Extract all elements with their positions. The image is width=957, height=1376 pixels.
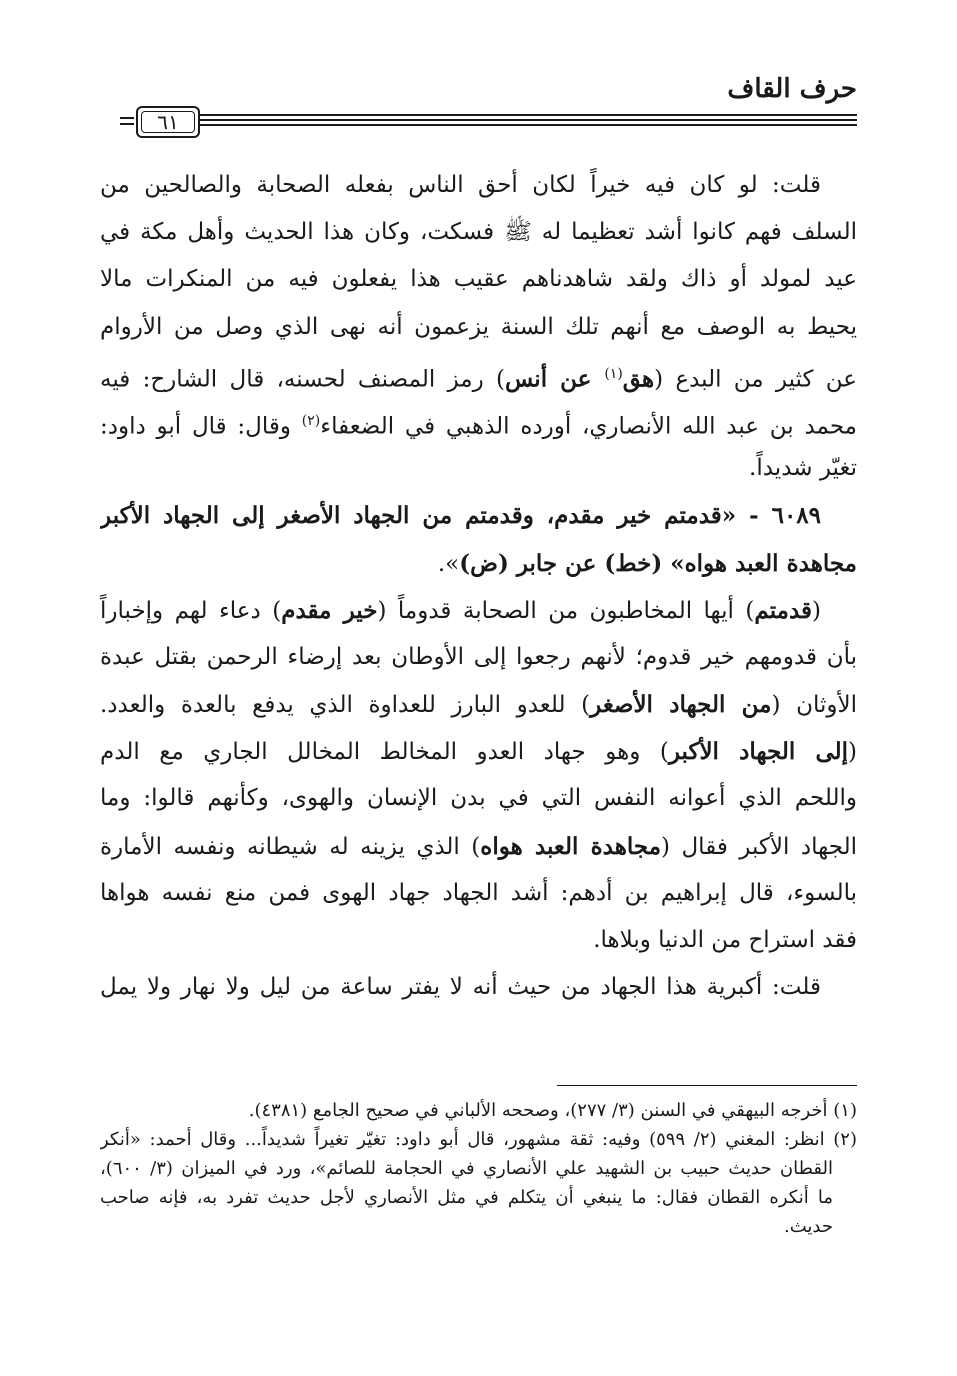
quoted-term: إلى الجهاد الأكبر	[668, 738, 849, 766]
text-line	[100, 209, 857, 256]
line-text: محمد بن عبد الله الأنصاري، أورده الذهبي في الضعفاء	[320, 413, 857, 440]
text-line	[100, 917, 857, 964]
footnote-2-line: القطان حديث حبيب بن الشهيد علي الأنصاري في الحجامة للصائم»، ورد في الميزان (٣/ ٦٠٠)،	[100, 1158, 833, 1179]
footnote-2: (٢) انظر: المغني (٢/ ٥٩٩) وفيه: ثقة مشهور، قال أبو داود: تغيّر تغيراً شديداً... وقال أحمد: «أنكر	[100, 1129, 857, 1150]
text-line	[100, 398, 857, 445]
line-text: عن كثير من البدع (	[654, 366, 857, 393]
text-line	[100, 445, 857, 492]
line-text: ) للعدو البارز للعداوة الذي يدفع بالعدة والعدد.	[100, 692, 591, 719]
line-text: (	[848, 739, 857, 766]
footnote-ref-2[interactable]: (٢)	[301, 412, 321, 429]
footnote-separator	[557, 1085, 857, 1086]
line-text: ) وهو جهاد العدو المخالط المخالل الجاري مع الدم	[100, 739, 669, 766]
footnote-ref-1[interactable]: (١)	[604, 365, 623, 382]
footnote-2-line: ما أنكره القطان فقال: ما ينبغي أن يتكلم في مثل الأنصاري لأجل حديث تفرد به، فإنه صاحب	[100, 1187, 833, 1208]
hadith-line	[100, 540, 857, 587]
line-text: فقد استراح من الدنيا وبلاها.	[593, 927, 857, 953]
line-text: الجهاد الأكبر فقال (	[661, 833, 857, 860]
hadith-text: مجاهدة العبد هواه»	[670, 549, 857, 577]
text-line	[100, 587, 857, 634]
quoted-term: مجاهدة العبد هواه	[480, 832, 662, 860]
source-code: هق	[622, 365, 655, 393]
quoted-term: قدمتم	[754, 596, 813, 624]
line-text: بأن قدومهم خير قدوم؛ لأنهم رجعوا إلى الأوطان بعد إرضاء الرحمن بقتل عبدة	[100, 643, 857, 670]
line-text: قلت: أكبرية هذا الجهاد من حيث أنه لا يفتر ساعة من ليل ولا نهار ولا يمل	[100, 974, 821, 1001]
line-text: ) أيها المخاطبون من الصحابة قدوماً (	[377, 597, 755, 624]
text-line	[100, 351, 857, 398]
line-text: ) دعاء لهم وإخباراً	[100, 597, 282, 624]
running-title: حرف القاف	[727, 74, 857, 104]
hadith-source: (خط) عن جابر (ض)	[459, 549, 671, 577]
line-text: قلت: لو كان فيه خيراً لكان أحق الناس بفعله الصحابة والصالحين من	[100, 172, 821, 198]
footnote-1: (١) أخرجه البيهقي في السنن (٣/ ٢٧٧)، وصححه الألباني في صحيح الجامع (٤٣٨١).	[248, 1100, 857, 1121]
line-text: واللحم الذي أعوانه النفس التي في بدن الإنسان والهوى، وكأنهم قالوا: وما	[100, 785, 857, 812]
text-line	[100, 870, 857, 917]
line-text: بالسوء، قال إبراهيم بن أدهم: أشد الجهاد جهاد الهوى فمن منع نفسه هواها	[100, 879, 857, 906]
hadith-text: «قدمتم خير مقدم، وقدمتم من الجهاد الأصغر إلى الجهاد الأكبر	[100, 502, 737, 530]
text-line	[100, 162, 857, 209]
text-line	[100, 634, 857, 681]
text-line	[100, 681, 857, 728]
line-text: تغيّر شديداً.	[749, 455, 857, 482]
line-text: وقال: قال أبو داود:	[100, 413, 302, 440]
quoted-term: من الجهاد الأصغر	[590, 691, 772, 719]
text-line	[100, 964, 857, 1011]
text-line	[100, 775, 857, 822]
hadith-number: ٦٠٨٩ -	[736, 502, 822, 530]
page-number: ٦١	[141, 111, 195, 133]
text-line	[100, 256, 857, 303]
line-text: (	[812, 597, 822, 624]
header-rule	[200, 114, 857, 128]
text-line	[100, 728, 857, 775]
line-text: السلف فهم كانوا أشد تعظيما له ﷺ فسكت، وكان هذا الحديث وأهل مكة في	[100, 219, 857, 246]
footnote-2-line: حديث.	[784, 1216, 833, 1237]
hadith-line	[100, 492, 857, 539]
page-number-ornament	[120, 117, 134, 127]
line-text: الأوثان (	[771, 692, 857, 719]
footnotes	[100, 1096, 857, 1241]
line-text: ) رمز المصنف لحسنه، قال الشارح: فيه	[100, 366, 505, 393]
quoted-term: خير مقدم	[281, 596, 378, 624]
line-text: عيد لمولد أو ذاك ولقد شاهدناهم عقيب هذا يفعلون فيه من المنكرات مالا	[100, 266, 857, 293]
narrator: عن أنس	[504, 365, 605, 393]
line-text: ) الذي يزينه له شيطانه ونفسه الأمارة	[100, 833, 481, 860]
text-line	[100, 304, 857, 351]
line-text: يحيط به الوصف مع أنهم تلك السنة يزعمون أنه نهى الذي وصل من الأروام	[100, 313, 857, 340]
punctuation: ».	[437, 550, 460, 577]
text-line	[100, 823, 857, 870]
page-number-frame	[136, 106, 200, 138]
main-text	[100, 162, 857, 1011]
